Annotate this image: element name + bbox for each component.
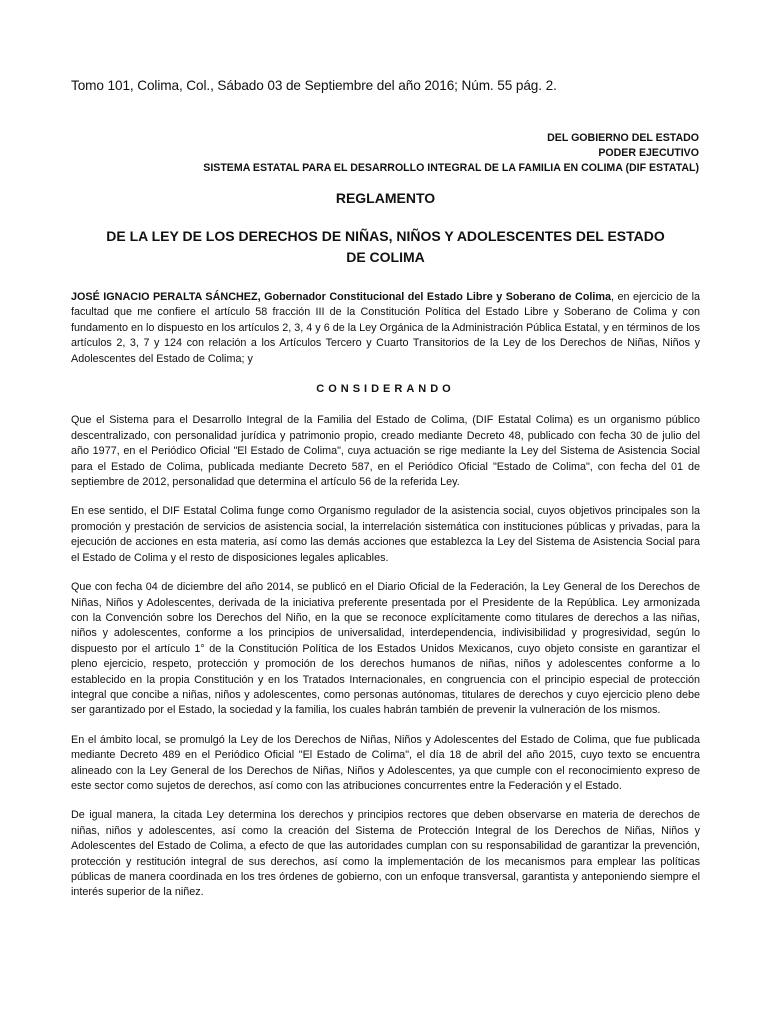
document-title: REGLAMENTO [335,190,436,206]
subtitle-line-2: DE COLIMA [346,249,425,265]
intro-paragraph [71,290,700,367]
document-body [71,290,700,915]
document-subtitle [71,226,700,268]
governor-name: JOSÉ IGNACIO PERALTA SÁNCHEZ [71,291,258,303]
paragraph: En ese sentido, el DIF Estatal Colima funge como Organismo regulador de la asistencia social, cuyos objetivos principales son la promoción y prestación de servicios de asistencia social, la interrelación sistemática con instituciones públicas y privadas, para la ejecución de acciones en esta materia, así como las demás acciones que establezca la Ley del Sistema de Asistencia Social para el Estado de Colima y el resto de disposiciones legales aplicables. [71,505,700,564]
intro-text: , en ejercicio de la facultad que me confiere el artículo 58 fracción III de la Constitución Política del Estado Libre y Soberano de Colima y con fundamento en lo dispuesto en los artículos 2, 3, 4 y 6 de la Ley Orgánica de la Administración Pública Estatal, y en términos de los artículos 2, 3, 7 y 124 con relación a los Artículos Tercero y Cuarto Transitorios de la Ley de los Derechos de Niñas, Niños y Adolescentes del Estado de Colima; y [71,291,700,365]
issuer-branch: PODER EJECUTIVO [598,147,699,159]
issuer-government: DEL GOBIERNO DEL ESTADO [547,132,699,144]
considerando-heading: CONSIDERANDO [316,383,455,396]
periodical-header: Tomo 101, Colima, Col., Sábado 03 de Septiembre del año 2016; Núm. 55 pág. 2. [71,78,557,93]
issuer-agency: SISTEMA ESTATAL PARA EL DESARROLLO INTEGRAL DE LA FAMILIA EN COLIMA (DIF ESTATAL) [203,162,699,174]
subtitle-line-1: DE LA LEY DE LOS DERECHOS DE NIÑAS, NIÑOS Y ADOLESCENTES DEL ESTADO [106,228,665,244]
issuer-block [203,131,699,176]
paragraph: Que el Sistema para el Desarrollo Integral de la Familia del Estado de Colima, (DIF Estatal Colima) es un organismo público descentralizado, con personalidad jurídica y patrimonio propio, creado mediante Decreto 48, publicado con fecha 30 de julio del año 1977, en el Periódico Oficial "El Estado de Colima", cuya actuación se rige mediante la Ley del Sistema de Asistencia Social para el Estado de Colima, publicada mediante Decreto 587, en el Periódico Oficial "Estado de Colima", con fecha del 01 de septiembre de 2012, personalidad que determina el artículo 56 de la referida Ley. [71,414,700,489]
paragraph: De igual manera, la citada Ley determina los derechos y principios rectores que deben observarse en materia de derechos de niñas, niños y adolescentes, así como la creación del Sistema de Protección Integral de los Derechos de Niñas, Niños y Adolescentes del Estado de Colima, a efecto de que las autoridades cumplan con su responsabilidad de garantizar la prevención, protección y restitución integral de sus derechos, así como la implementación de los mecanismos para emplear las políticas públicas de manera coordinada en los tres órdenes de gobierno, con un enfoque transversal, garantista y anteponiendo siempre el interés superior de la niñez. [71,809,700,899]
paragraph: Que con fecha 04 de diciembre del año 2014, se publicó en el Diario Oficial de la Federación, la Ley General de los Derechos de Niñas, Niños y Adolescentes, derivada de la iniciativa preferente presentada por el Presidente de la República. Ley armonizada con la Convención sobre los Derechos del Niño, en la que se reconoce explícitamente como titulares de derechos a las niñas, niños y adolescentes, conforme a los principios de universalidad, interdependencia, indivisibilidad y progresividad, según lo dispuesto por el artículo 1° de la Constitución Política de los Estados Unidos Mexicanos, cuyo objeto consiste en garantizar el pleno ejercicio, respeto, protección y promoción de los derechos humanos de niñas, niños y adolescentes conforme a lo establecido en la propia Constitución y en los Tratados Internacionales, en congruencia con el principio especial de protección integral que concibe a niñas, niños y adolescentes, como personas autónomas, titulares de derechos y cuyo ejercicio pleno debe ser garantizado por el Estado, la sociedad y la familia, los cuales habrán también de prevenir la vulneración de los mismos. [71,581,700,717]
governor-role: , Gobernador Constitucional del Estado Libre y Soberano de Colima [257,291,612,303]
paragraph: En el ámbito local, se promulgó la Ley de los Derechos de Niñas, Niños y Adolescentes del Estado de Colima, que fue publicada mediante Decreto 489 en el Periódico Oficial "El Estado de Colima", el día 18 de abril del año 2015, cuyo texto se encuentra alineado con la Ley General de los Derechos de Niñas, Niños y Adolescentes, ya que cumple con el reconocimiento expreso de este sector como sujetos de derechos, así como con las atribuciones concurrentes entre la Federación y el Estado. [71,733,700,792]
